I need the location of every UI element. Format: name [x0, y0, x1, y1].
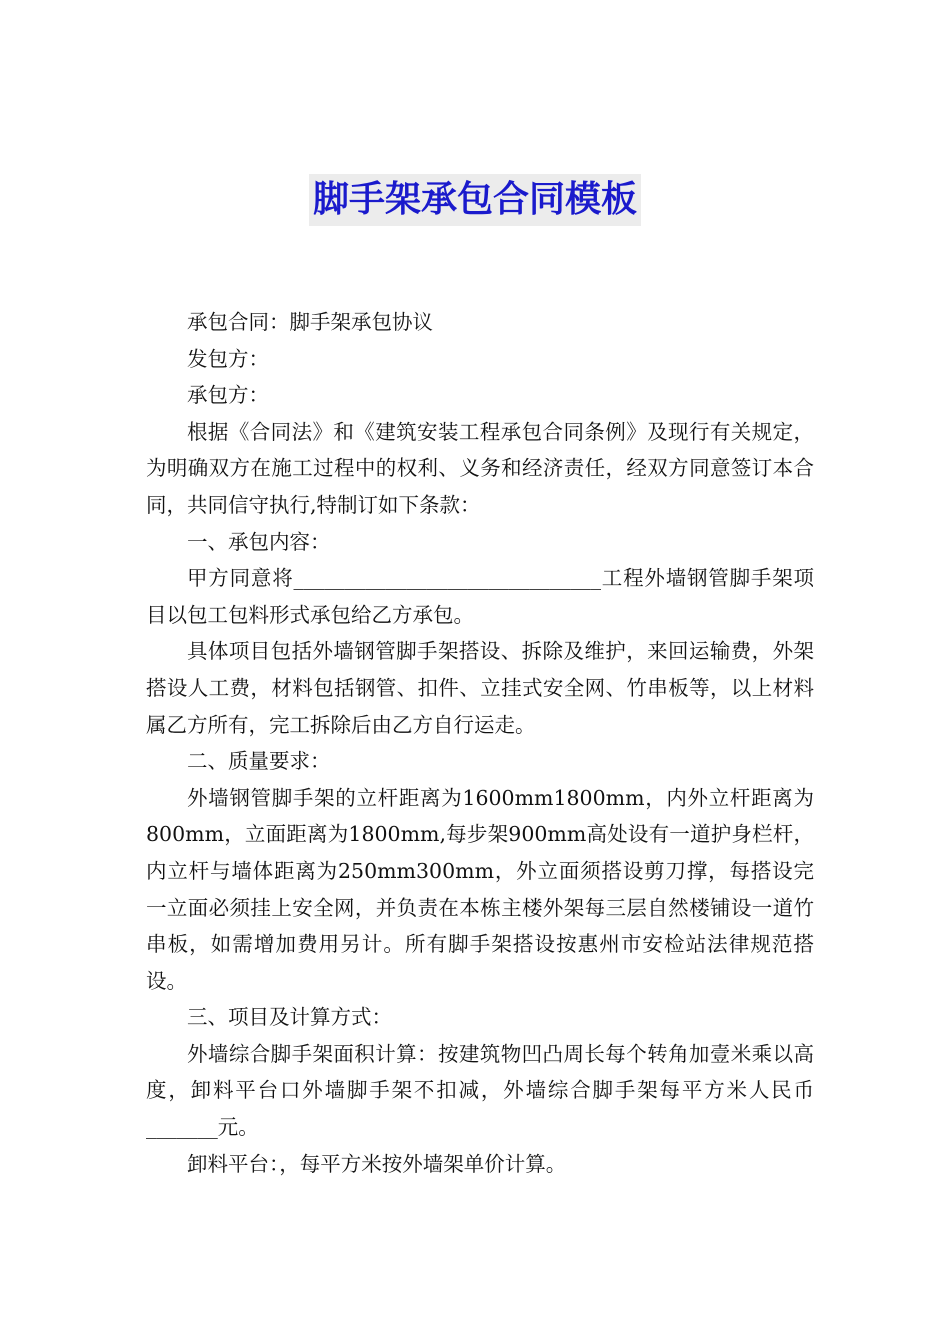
paragraph-scope: 甲方同意将______________________________工程外墙钢管脚手架项目以包工包料形式承包给乙方承包。 [146, 566, 814, 627]
section-heading-calculation: 三、项目及计算方式： [187, 1005, 392, 1030]
title-wrap [0, 174, 950, 226]
document-body [146, 304, 814, 1182]
paragraph-scope-details: 具体项目包括外墙钢管脚手架搭设、拆除及维护，来回运输费，外架搭设人工费，材料包括钢管、扣件、立挂式安全网、竹串板等，以上材料属乙方所有，完工拆除后由乙方自行运走。 [146, 639, 814, 737]
paragraph-quality: 外墙钢管脚手架的立杆距离为1600mm1800mm，内外立杆距离为800mm，立面距离为1800mm,每步架900mm高处设有一道护身栏杆，内立杆与墙体距离为250mm300mm，外立面须搭设剪刀撑，每搭设完一立面必须挂上安全网，并负责在本栋主楼外架每三层自然楼铺设一道竹串板，如需增加费用另计。所有脚手架搭设按惠州市安检站法律规范搭设。 [146, 785, 814, 993]
paragraph-preamble: 根据《合同法》和《建筑安装工程承包合同条例》及现行有关规定，为明确双方在施工过程中的权利、义务和经济责任，经双方同意签订本合同，共同信守执行,特制订如下条款： [146, 419, 814, 517]
section-heading-quality: 二、质量要求： [187, 749, 331, 774]
paragraph-contractor: 承包方： [187, 383, 269, 408]
paragraph-platform: 卸料平台：，每平方米按外墙架单价计算。 [187, 1151, 567, 1176]
section-heading-scope: 一、承包内容： [187, 529, 331, 554]
document-title: 脚手架承包合同模板 [309, 174, 641, 226]
paragraph-calculation: 外墙综合脚手架面积计算：按建筑物凹凸周长每个转角加壹米乘以高度，卸料平台口外墙脚手架不扣减，外墙综合脚手架每平方米人民币_______元。 [146, 1041, 814, 1140]
paragraph-employer: 发包方： [187, 346, 269, 371]
paragraph-contract-name: 承包合同：脚手架承包协议 [187, 310, 433, 334]
